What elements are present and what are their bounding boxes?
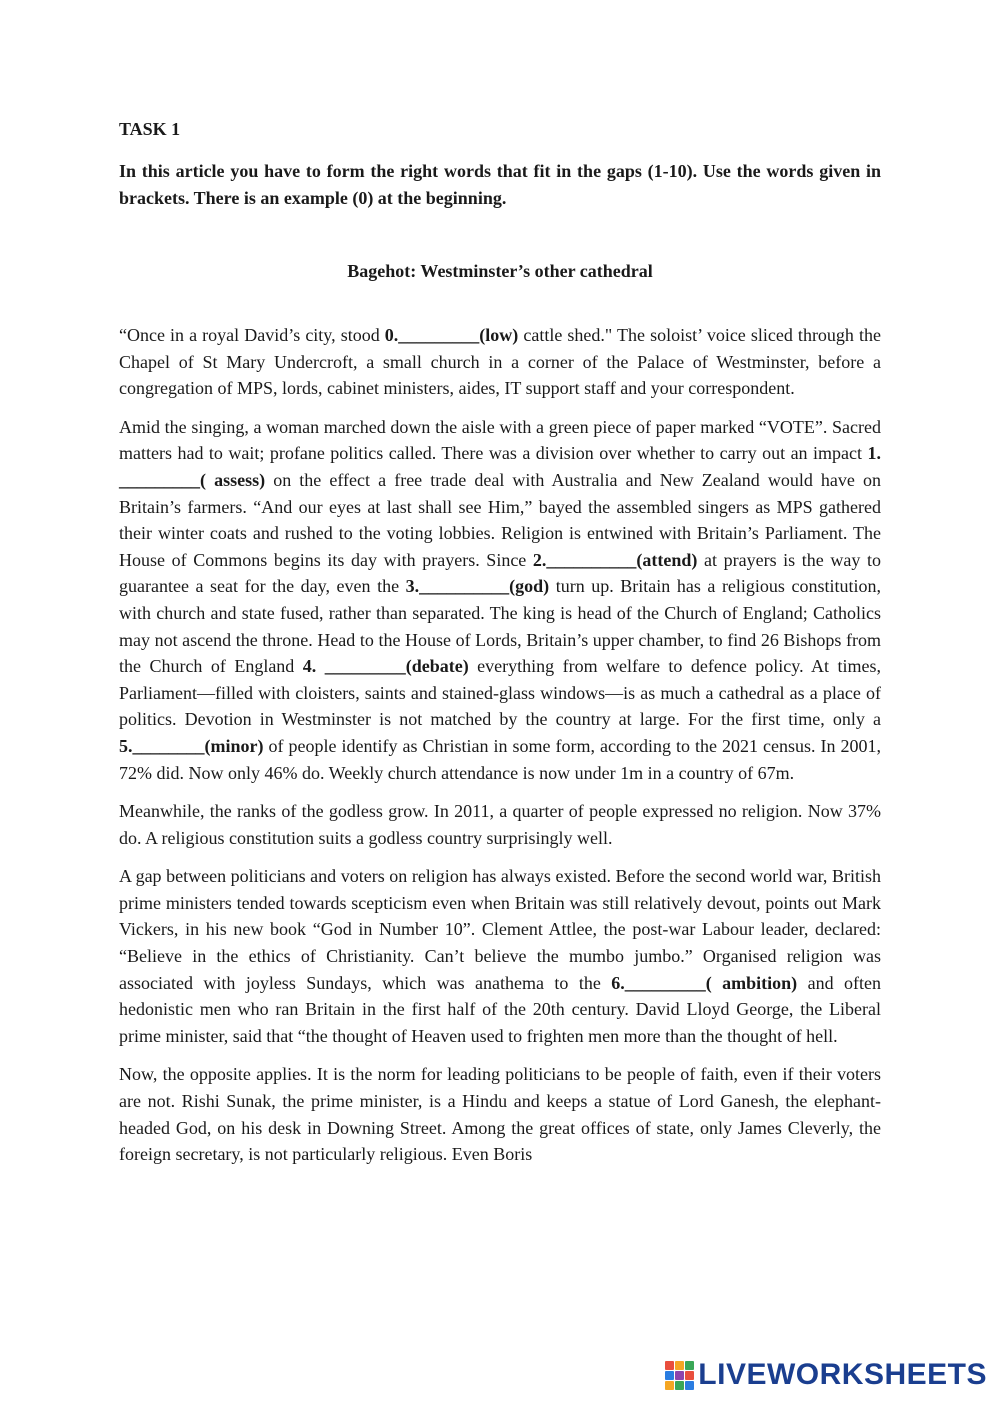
logo-square <box>675 1371 684 1380</box>
task-title: TASK 1 <box>119 119 181 139</box>
instructions: In this article you have to form the right words that fit in the gaps (1-10). Use the words given in brackets. There is an example (0) at the beginning. <box>119 161 881 208</box>
gap-5-input[interactable]: 5.________(minor) <box>119 735 264 756</box>
paragraph-4: A gap between politicians and voters on religion has always existed. Before the second world war, British prime ministers tended towards scepticism even when Britain was still relatively devout, points out Mark Vickers, in his new book “God in Number 10”. Clement Attlee, the post-war Labour leader, declared: “Believe in the ethics of Christianity. Can’t believe the mumbo jumbo.” Organised religion was associated with joyless Sundays, which was anathema to the 6._________( ambition) and often hedonistic men who ran Britain in the first half of the 20th century. David Lloyd George, the Liberal prime minister, said that “the thought of Heaven used to frighten men more than the thought of hell. <box>119 866 881 1046</box>
logo-square <box>685 1361 694 1370</box>
gap-0-example: 0._________(low) <box>384 325 519 345</box>
paragraph-3: Meanwhile, the ranks of the godless grow. In 2011, a quarter of people expressed no religion. Now 37% do. A religious constitution suits a godless country surprisingly well. <box>119 801 881 848</box>
logo-mark-icon <box>665 1361 694 1390</box>
logo-square <box>675 1361 684 1370</box>
gap-4-input[interactable]: 4. _________(debate) <box>302 656 469 677</box>
logo-text: LIVEWORKSHEETS <box>698 1358 987 1391</box>
logo-square <box>675 1381 684 1390</box>
gap-2-input[interactable]: 2.__________(attend) <box>532 549 698 570</box>
article-title: Bagehot: Westminster’s other cathedral <box>347 261 653 281</box>
logo-square <box>685 1381 694 1390</box>
gap-3-input[interactable]: 3.__________(god) <box>405 576 550 597</box>
logo-square <box>665 1381 674 1390</box>
gap-6-input[interactable]: 6._________( ambition) <box>611 972 798 993</box>
logo-square <box>685 1371 694 1380</box>
logo-square <box>665 1371 674 1380</box>
liveworksheets-logo <box>665 1358 987 1392</box>
paragraph-2: Amid the singing, a woman marched down the aisle with a green piece of paper marked “VOTE”. Sacred matters had to wait; profane politics called. There was a division over whether to carry out an impact 1. _________( assess) on the effect a free trade deal with Australia and New Zealand would have on Britain’s farmers. “And our eyes at last shall see Him,” bayed the assembled singers as MPS gathered their winter coats and rushed to the voting lobbies. Religion is entwined with Britain’s Parliament. The House of Commons begins its day with prayers. Since 2.__________(attend) at prayers is the way to guarantee a seat for the day, even the 3.__________(god) turn up. Britain has a religious constitution, with church and state fused, rather than separated. The king is head of the Church of England; Catholics may not ascend the throne. Head to the House of Lords, Britain’s upper chamber, to find 26 Bishops from the Church of England 4. _________(debate) everything from welfare to defence policy. At times, Parliament—filled with cloisters, saints and stained-glass windows—is as much a cathedral as a place of politics. Devotion in Westminster is not matched by the country at large. For the first time, only a 5.________(minor) of people identify as Christian in some form, according to the 2021 census. In 2001, 72% did. Now only 46% do. Weekly church attendance is now under 1m in a country of 67m. <box>119 416 882 783</box>
worksheet-page <box>119 116 881 1180</box>
logo-square <box>665 1361 674 1370</box>
paragraph-1: “Once in a royal David’s city, stood 0._________(low) cattle shed." The soloist’ voice sliced through the Chapel of St Mary Undercroft, a small church in a corner of the Palace of Westminster, before a congregation of MPS, lords, cabinet ministers, aides, IT support staff and your correspondent. <box>119 325 881 399</box>
gap-1-input[interactable]: 1. _________( assess) <box>119 443 881 490</box>
paragraph-5: Now, the opposite applies. It is the norm for leading politicians to be people of faith, even if their voters are not. Rishi Sunak, the prime minister, is a Hindu and keeps a statue of Lord Ganesh, the elephant-headed God, on his desk in Downing Street. Among the great offices of state, only James Cleverly, the foreign secretary, is not particularly religious. Even Boris <box>119 1064 881 1165</box>
